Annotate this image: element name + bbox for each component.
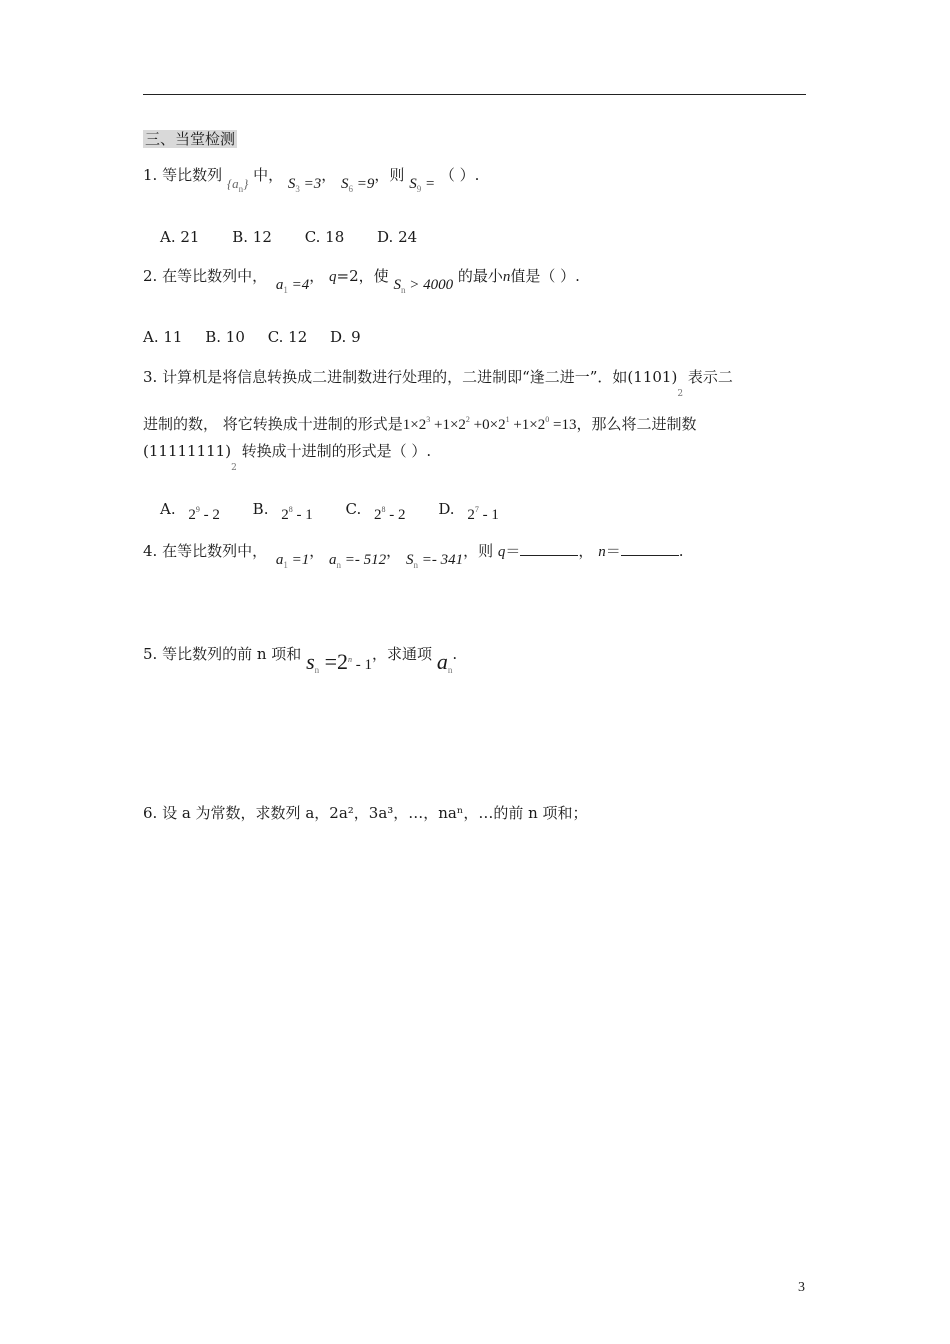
question-3-line-2: 进制的数， 将它转换成十进制的形式是$1\times 2^3 +1\times 2^2 +0\times 2^1 +1\times 2^0 =13$，那么将二进制数 — [143, 415, 697, 433]
an-expr: $a_n =- 512$ — [329, 552, 387, 570]
q3-option-c: C. $2^8 - 2$ — [345, 500, 406, 523]
page-number: 3 — [798, 1280, 805, 1295]
an-formula: $a_n$ — [436, 649, 453, 675]
question-5: 5. 等比数列的前 n 项和 $s_n =2^n - 1$，求通项 $a_n$. — [143, 645, 458, 675]
n-answer-blank[interactable] — [621, 543, 679, 556]
question-6: 6. 设 a 为常数，求数列 a，2a²，3a³，…，naⁿ，…的前 n 项和； — [143, 804, 588, 822]
seq-notation: $\{a_n\}$ — [226, 176, 249, 194]
question-3-line-1: 3. 计算机是将信息转换成二进制数进行处理的，二进制即“逢二进一”．如$(1101)_2$ 表示二 — [143, 368, 733, 399]
q1-options: A. 21 B. 12 C. 18 D. 24 — [160, 228, 418, 246]
q3-options — [160, 500, 499, 524]
binary-formula: $1\times 2^3 +1\times 2^2 +0\times 2^1 +1\times 2^0 =13$ — [402, 415, 577, 433]
sn-expr-q4: $S_n =- 341$ — [405, 552, 464, 570]
q3-option-a: A. $2^9 - 2$ — [160, 500, 220, 523]
question-4: 4. 在等比数列中， $a_1 =1$， $a_n =- 512$， $S_n =- 341$，则 q＝ ， n＝ . — [143, 542, 684, 570]
question-2: 2. 在等比数列中， $a_1 =4$， q=2，使 $S_n > 4000$ 的最小n值是（ ）. — [143, 267, 580, 295]
sn-formula: $s_n =2^n - 1$ — [306, 649, 373, 675]
q2-options: A. 11 B. 10 C. 12 D. 9 — [143, 328, 361, 346]
header-rule — [143, 94, 806, 95]
a1-expr: $a_1 =4$ — [275, 277, 310, 295]
sn-expr: $S_n > 4000$ — [393, 277, 454, 295]
q-answer-blank[interactable] — [520, 543, 578, 556]
s9-expr: $S_9$ = — [409, 176, 436, 194]
question-1: 1. 等比数列 $\{a_n\}$ 中， $S_3 =3$， $S_6 =9$，则 $S_9$ = （ ）. — [143, 166, 480, 194]
question-3-line-3: $(11111111)_2$ 转换成十进制的形式是（ ）. — [143, 442, 432, 473]
s6-expr: $S_6 =9$ — [341, 176, 375, 194]
section-title: 三、当堂检测 — [145, 130, 236, 148]
s3-expr: $S_3 =3$ — [287, 176, 322, 194]
q3-option-b: B. $2^8 - 1$ — [252, 500, 313, 523]
q3-option-d: D. $2^7 - 1$ — [438, 500, 499, 523]
a1-expr-q4: $a_1 =1$ — [275, 552, 310, 570]
